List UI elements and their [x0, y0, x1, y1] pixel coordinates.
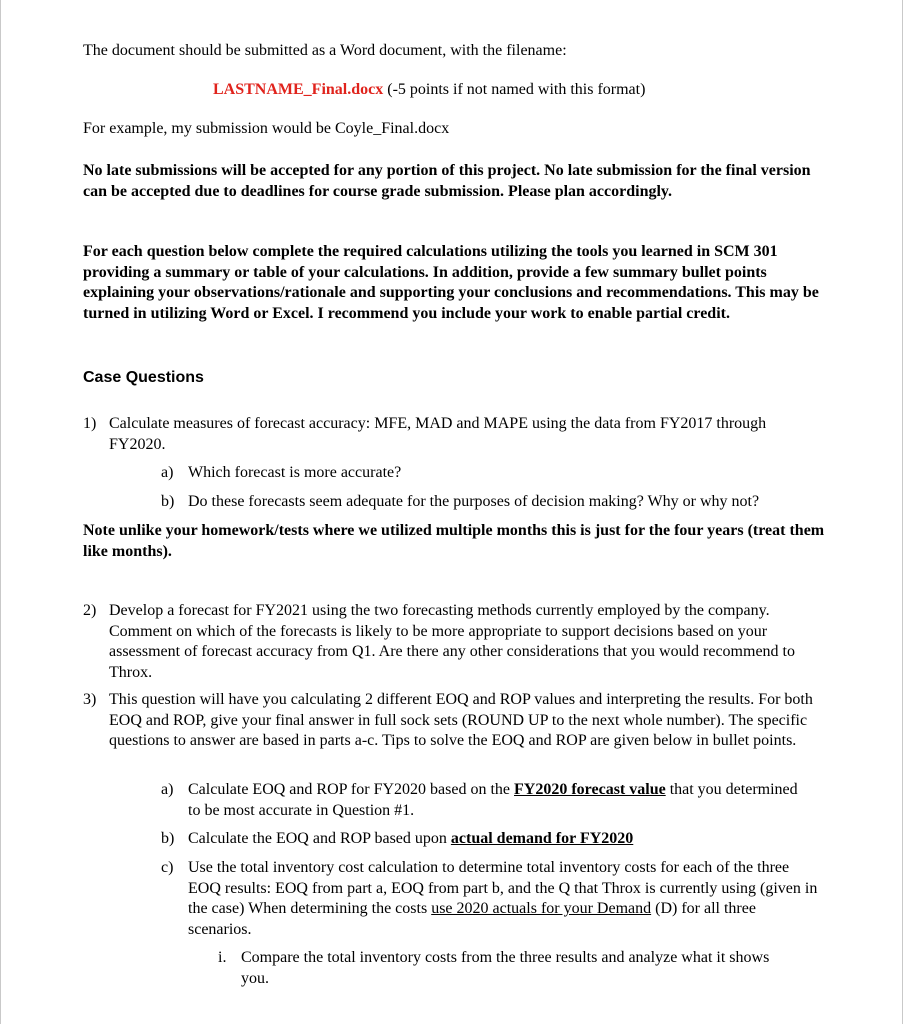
question-3b-text-start: Calculate the EOQ and ROP based upon: [188, 830, 451, 847]
question-3c-letter: c): [161, 859, 174, 876]
question-3c-text-end: (D) for all three scenarios.: [188, 900, 756, 938]
question-3c-i-text: Compare the total inventory costs from the three results and analyze what it shows you.: [241, 949, 770, 987]
question-1a-letter: a): [161, 464, 174, 481]
question-3b: [161, 829, 821, 850]
fy2020-forecast-emphasis: FY2020 forecast value: [514, 781, 666, 798]
question-3-text: This question will have you calculating 2 different EOQ and ROP values and interpreting the results. For both EOQ and ROP, give your final answer in full sock sets (ROUND UP to the next whole number). The specific questions to answer are based in parts a-c. Tips to solve the EOQ and ROP are given below in bullet points.: [109, 691, 813, 749]
question-3b-text: [188, 829, 821, 850]
question-3-number: 3): [83, 691, 97, 708]
question-3c-text-start: Use the total inventory cost calculation to determine total inventory costs for each of the three EOQ results: EOQ from part a, EOQ from part b, and the Q that Throx is currently using (given in the case) When determining the costs: [188, 859, 818, 917]
question-1-number: 1): [83, 415, 97, 432]
question-3c: [161, 858, 831, 940]
filename-format: LASTNAME_Final.docx: [213, 81, 384, 98]
filename-example: For example, my submission would be Coyle_Final.docx: [83, 120, 450, 137]
submission-instruction: The document should be submitted as a Word document, with the filename:: [83, 42, 567, 59]
question-3a-text-start: Calculate EOQ and ROP for FY2020 based on the: [188, 781, 515, 798]
question-3c-text: [188, 858, 823, 940]
question-1a-text: Which forecast is more accurate?: [188, 464, 402, 481]
question-2-number: 2): [83, 602, 97, 619]
question-3a-text: [188, 780, 798, 821]
question-1b-letter: b): [161, 493, 175, 510]
question-1-text: Calculate measures of forecast accuracy: MFE, MAD and MAPE using the data from FY2017 through FY2020.: [109, 415, 767, 453]
instructions: For each question below complete the required calculations utilizing the tools you learned in SCM 301 providing a summary or table of your calculations. In addition, provide a few summary bullet points explaining your observations/rationale and supporting your conclusions and recommendations. This may be turned in utilizing Word or Excel. I recommend you include your work to enable partial credit.: [83, 243, 819, 322]
question-3a: [161, 780, 821, 821]
case-questions-heading: Case Questions: [83, 369, 204, 386]
question-3: [83, 690, 828, 752]
question-2-text: Develop a forecast for FY2021 using the two forecasting methods currently employed by the company. Comment on which of the forecasts is likely to be more appropriate to support decisions based on your assessment of forecast accuracy from Q1. Are there any other considerations that you would recommend to Throx.: [109, 602, 795, 681]
question-1a: [161, 463, 831, 484]
question-2: [83, 601, 828, 683]
question-3c-i: [218, 948, 818, 989]
question-3a-text-end: that you determined to be most accurate in Question #1.: [188, 781, 798, 819]
filename-penalty-note: (-5 points if not named with this format): [383, 81, 646, 98]
question-3a-letter: a): [161, 781, 174, 798]
actual-demand-emphasis: actual demand for FY2020: [450, 830, 634, 847]
filename-line: [213, 80, 833, 101]
late-policy: No late submissions will be accepted for any portion of this project. No late submission for the final version can be accepted due to deadlines for course grade submission. Please plan accordingly.: [83, 162, 811, 200]
question-3c-i-numeral: i.: [218, 949, 227, 966]
use-2020-actuals-emphasis: use 2020 actuals for your Demand: [431, 900, 652, 917]
question-1: [83, 414, 828, 455]
question-1b: [161, 492, 841, 513]
question-3b-letter: b): [161, 830, 175, 847]
question-1-note: Note unlike your homework/tests where we utilized multiple months this is just for the four years (treat them like months).: [83, 522, 825, 560]
question-1b-text: Do these forecasts seem adequate for the purposes of decision making? Why or why not?: [188, 493, 760, 510]
